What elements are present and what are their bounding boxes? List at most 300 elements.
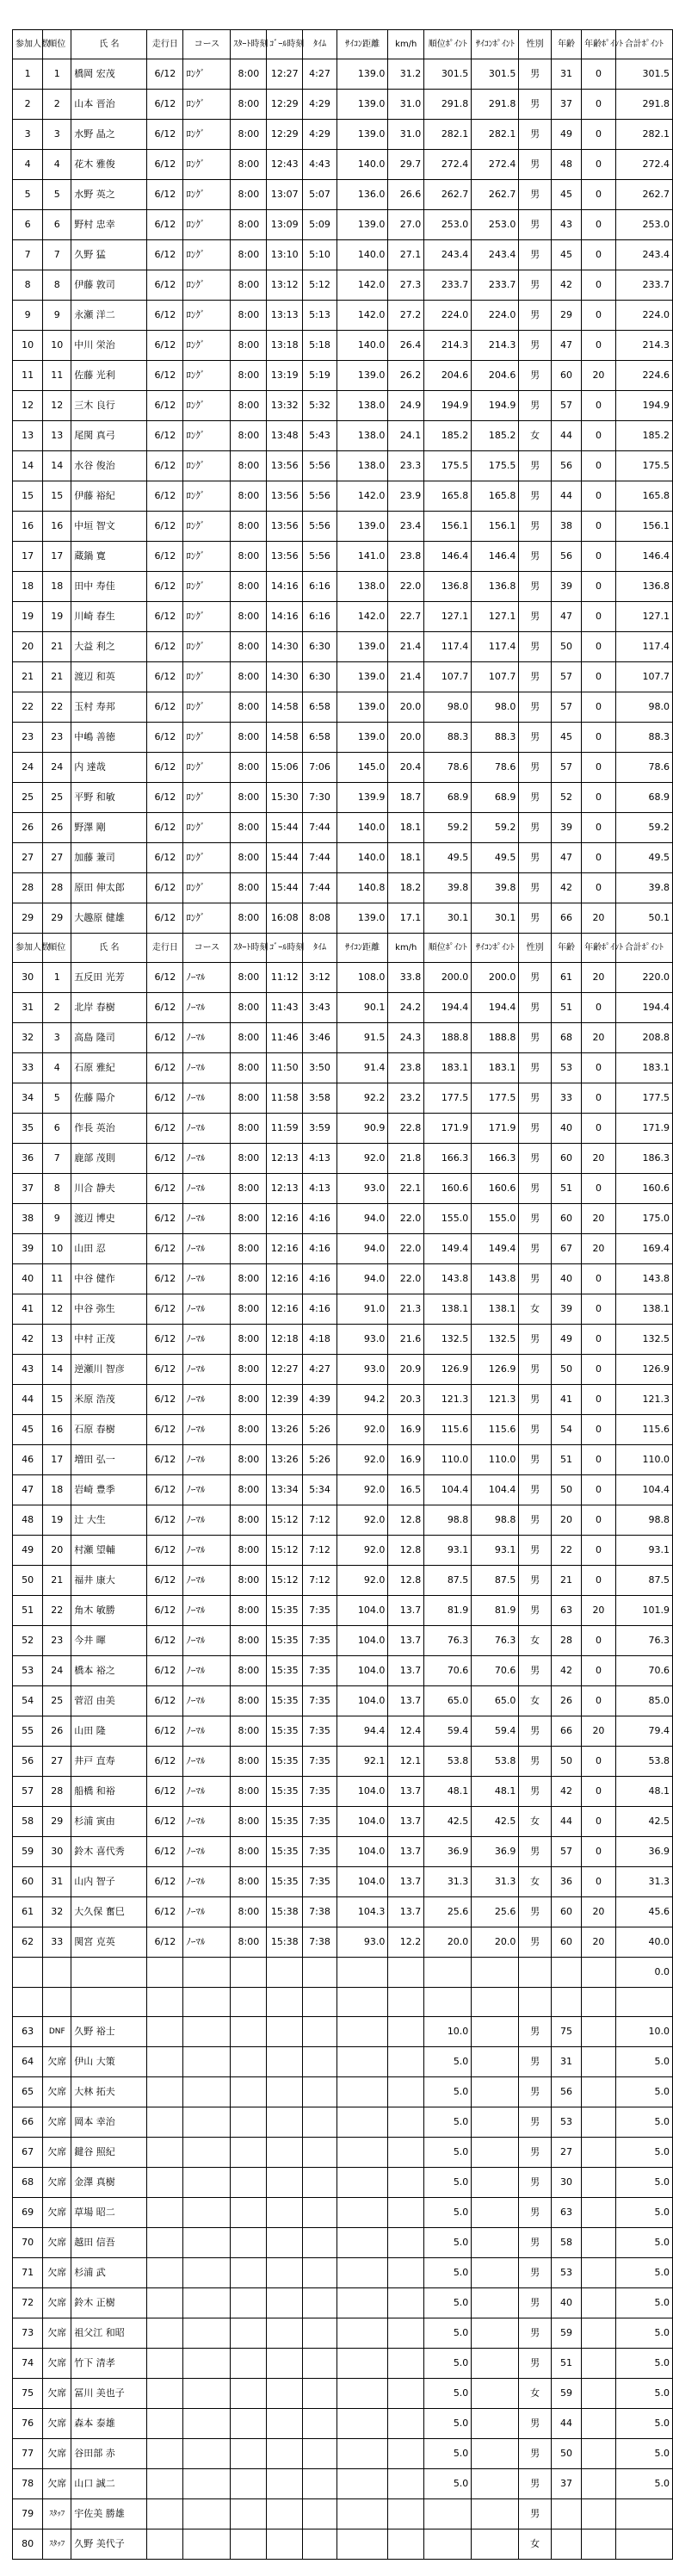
cell-name: 久野 裕士: [71, 2017, 147, 2047]
cell-total-points: 282.1: [615, 120, 672, 150]
cell-name: 蔵鍋 寛: [71, 542, 147, 572]
cell-gender: 男: [519, 723, 551, 753]
normal-course-rows: [13, 963, 673, 1958]
cell-distance: 104.0: [336, 1867, 388, 1897]
cell-total-points: 5.0: [615, 2228, 672, 2258]
cell-distance: 104.0: [336, 1837, 388, 1867]
cell-goal-time: 11:50: [267, 1053, 303, 1083]
cell-name: 渡辺 博史: [71, 1204, 147, 1234]
cell-distance: 91.5: [336, 1023, 388, 1053]
cell-entry-no: 53: [13, 1656, 43, 1686]
cell-rank-points: 98.0: [424, 692, 472, 723]
cell-course: ﾛﾝｸﾞ: [183, 903, 231, 934]
cell-start-time: 8:00: [231, 1204, 267, 1234]
cell-age: 50: [551, 1475, 581, 1505]
cell-time: 7:35: [303, 1777, 337, 1807]
table-row: [13, 993, 673, 1023]
cell-entry-no: 39: [13, 1234, 43, 1264]
cell-cycle-points: 301.5: [472, 59, 519, 90]
cell-goal-time: [267, 2077, 303, 2107]
cell-entry-no: 40: [13, 1264, 43, 1294]
table-row: [13, 1656, 673, 1686]
cell-speed: 21.4: [388, 632, 424, 662]
cell-date: 6/12: [147, 1596, 183, 1626]
cell-name: 福井 康大: [71, 1566, 147, 1596]
cell-rank: 28: [43, 873, 71, 903]
cell-start-time: [231, 2529, 267, 2560]
cell-gender: 男: [519, 2107, 551, 2138]
cell-start-time: 8:00: [231, 391, 267, 421]
cell-age: 40: [551, 1114, 581, 1144]
cell-cycle-points: 214.3: [472, 331, 519, 361]
cell-goal-time: 16:08: [267, 903, 303, 934]
cell-goal-time: 13:09: [267, 210, 303, 240]
cell-start-time: 8:00: [231, 1264, 267, 1294]
cell-speed: 20.3: [388, 1385, 424, 1415]
cell-time: 4:29: [303, 90, 337, 120]
cell-speed: 13.7: [388, 1837, 424, 1867]
cell-gender: 男: [519, 1234, 551, 1264]
cell-distance: 92.0: [336, 1415, 388, 1445]
table-row: [13, 120, 673, 150]
cell-rank-points: 42.5: [424, 1807, 472, 1837]
cell-entry-no: 3: [13, 120, 43, 150]
cell-date: 6/12: [147, 542, 183, 572]
cell-age-points: [582, 2318, 616, 2349]
cell-distance: 138.0: [336, 391, 388, 421]
cell-distance: 94.0: [336, 1264, 388, 1294]
cell-name: 森本 泰雄: [71, 2409, 147, 2439]
cell-start-time: 8:00: [231, 90, 267, 120]
cell-cycle-points: 53.8: [472, 1747, 519, 1777]
cell-cycle-points: 132.5: [472, 1325, 519, 1355]
cell-total-points: 301.5: [615, 59, 672, 90]
cell-total-points: 31.3: [615, 1867, 672, 1897]
cell-entry-no: 32: [13, 1023, 43, 1053]
blank-total: 0.0: [615, 1958, 672, 1988]
cell-goal-time: 13:56: [267, 451, 303, 481]
cell-age: 47: [551, 602, 581, 632]
cell-age-points: [582, 2138, 616, 2168]
cell-rank-points: 143.8: [424, 1264, 472, 1294]
cell-rank-points: 138.1: [424, 1294, 472, 1325]
cell-distance: 140.0: [336, 240, 388, 270]
cell-gender: 男: [519, 1596, 551, 1626]
cell-distance: 142.0: [336, 602, 388, 632]
cell-age-points: [582, 2379, 616, 2409]
cell-gender: 男: [519, 2469, 551, 2499]
cell-date: 6/12: [147, 1777, 183, 1807]
cell-speed: [388, 2288, 424, 2318]
table-row: [13, 572, 673, 602]
cell-rank: 欠席: [43, 2198, 71, 2228]
cell-distance: 93.0: [336, 1355, 388, 1385]
cell-entry-no: 64: [13, 2047, 43, 2077]
cell-time: 3:50: [303, 1053, 337, 1083]
cell-entry-no: 67: [13, 2138, 43, 2168]
cell-gender: 男: [519, 662, 551, 692]
cell-course: [183, 2077, 231, 2107]
cell-distance: 140.0: [336, 843, 388, 873]
cell-rank: 7: [43, 1144, 71, 1174]
cell-gender: 男: [519, 2349, 551, 2379]
cell-rank: 21: [43, 662, 71, 692]
cell-course: [183, 2228, 231, 2258]
cell-cycle-points: [472, 2318, 519, 2349]
cell-rank: 23: [43, 723, 71, 753]
cell-goal-time: [267, 2228, 303, 2258]
cell-course: ﾉｰﾏﾙ: [183, 993, 231, 1023]
cell-distance: 139.0: [336, 903, 388, 934]
cell-rank-points: 81.9: [424, 1596, 472, 1626]
cell-rank: 欠席: [43, 2469, 71, 2499]
cell-speed: 21.3: [388, 1294, 424, 1325]
cell-start-time: [231, 2198, 267, 2228]
cell-entry-no: 22: [13, 692, 43, 723]
cell-goal-time: 15:35: [267, 1686, 303, 1716]
cell-total-points: 146.4: [615, 542, 672, 572]
cell-time: 5:18: [303, 331, 337, 361]
cell-course: ﾉｰﾏﾙ: [183, 1204, 231, 1234]
cell-age: 60: [551, 361, 581, 391]
cell-start-time: 8:00: [231, 843, 267, 873]
table-row: [13, 2439, 673, 2469]
cell-gender: 男: [519, 2318, 551, 2349]
cell-age-points: 0: [582, 391, 616, 421]
cell-total-points: 49.5: [615, 843, 672, 873]
cell-age-points: [582, 2228, 616, 2258]
header-total-points: 合計ﾎﾟｲﾝﾄ: [615, 30, 672, 59]
cell-speed: 12.4: [388, 1716, 424, 1747]
cell-speed: 22.0: [388, 1204, 424, 1234]
cell-rank-points: 165.8: [424, 481, 472, 512]
cell-date: 6/12: [147, 1053, 183, 1083]
cell-age-points: 0: [582, 1656, 616, 1686]
cell-age-points: 0: [582, 1475, 616, 1505]
cell-rank: 欠席: [43, 2439, 71, 2469]
cell-date: 6/12: [147, 813, 183, 843]
cell-distance: 92.0: [336, 1505, 388, 1536]
cell-age: 43: [551, 210, 581, 240]
cell-gender: 男: [519, 2499, 551, 2529]
cell-entry-no: 56: [13, 1747, 43, 1777]
cell-rank: 12: [43, 1294, 71, 1325]
table-row: [13, 481, 673, 512]
cell-entry-no: 55: [13, 1716, 43, 1747]
cell-rank: ｽﾀｯﾌ: [43, 2529, 71, 2560]
cell-cycle-points: 88.3: [472, 723, 519, 753]
cell-rank-points: 262.7: [424, 180, 472, 210]
cell-name: 水野 晶之: [71, 120, 147, 150]
cell-date: 6/12: [147, 572, 183, 602]
cell-name: 久野 美代子: [71, 2529, 147, 2560]
cell-cycle-points: 81.9: [472, 1596, 519, 1626]
cell-rank: 8: [43, 1174, 71, 1204]
cell-date: 6/12: [147, 1807, 183, 1837]
cell-age: 52: [551, 783, 581, 813]
cell-entry-no: 18: [13, 572, 43, 602]
table-row: [13, 1385, 673, 1415]
cell-date: 6/12: [147, 753, 183, 783]
cell-age-points: 0: [582, 331, 616, 361]
cell-distance: 139.0: [336, 632, 388, 662]
cell-date: [147, 2077, 183, 2107]
cell-date: 6/12: [147, 993, 183, 1023]
cell-total-points: 98.0: [615, 692, 672, 723]
cell-age: 48: [551, 150, 581, 180]
cell-rank-points: 78.6: [424, 753, 472, 783]
table-row: [13, 451, 673, 481]
cell-goal-time: 13:56: [267, 481, 303, 512]
cell-gender: 男: [519, 1053, 551, 1083]
cell-rank: 25: [43, 1686, 71, 1716]
cell-time: 5:07: [303, 180, 337, 210]
cell-gender: 女: [519, 2529, 551, 2560]
cell-age: [551, 2529, 581, 2560]
cell-start-time: 8:00: [231, 1566, 267, 1596]
cell-course: [183, 2107, 231, 2138]
cell-rank-points: 175.5: [424, 451, 472, 481]
cell-total-points: 253.0: [615, 210, 672, 240]
cell-time: 3:58: [303, 1083, 337, 1114]
cell-course: ﾛﾝｸﾞ: [183, 542, 231, 572]
cell-course: ﾉｰﾏﾙ: [183, 1053, 231, 1083]
cell-gender: 男: [519, 1144, 551, 1174]
cell-course: ﾛﾝｸﾞ: [183, 662, 231, 692]
cell-distance: 93.0: [336, 1927, 388, 1958]
cell-goal-time: 12:29: [267, 120, 303, 150]
cell-age-points: 0: [582, 1325, 616, 1355]
cell-total-points: 5.0: [615, 2168, 672, 2198]
cell-cycle-points: [472, 2349, 519, 2379]
cell-rank: 14: [43, 1355, 71, 1385]
cell-rank: 27: [43, 843, 71, 873]
cell-rank-points: 5.0: [424, 2258, 472, 2288]
table-row: [13, 270, 673, 301]
table-row: [13, 210, 673, 240]
cell-time: 5:09: [303, 210, 337, 240]
cell-rank-points: 20.0: [424, 1927, 472, 1958]
long-course-rows: [13, 59, 673, 934]
table-row: [13, 2107, 673, 2138]
cell-rank: 18: [43, 1475, 71, 1505]
cell-entry-no: 73: [13, 2318, 43, 2349]
cell-age: 56: [551, 2077, 581, 2107]
cell-age: 44: [551, 421, 581, 451]
cell-goal-time: 13:56: [267, 542, 303, 572]
table-row: [13, 662, 673, 692]
cell-rank-points: 76.3: [424, 1626, 472, 1656]
cell-total-points: 224.0: [615, 301, 672, 331]
cell-age-points: [582, 2047, 616, 2077]
cell-speed: 22.7: [388, 602, 424, 632]
cell-gender: 男: [519, 1536, 551, 1566]
cell-total-points: 214.3: [615, 331, 672, 361]
cell-total-points: [615, 2499, 672, 2529]
cell-age: 39: [551, 572, 581, 602]
cell-age: 37: [551, 90, 581, 120]
cell-gender: 男: [519, 963, 551, 993]
cell-cycle-points: 59.4: [472, 1716, 519, 1747]
cell-date: 6/12: [147, 59, 183, 90]
cell-cycle-points: 93.1: [472, 1536, 519, 1566]
cell-total-points: 194.4: [615, 993, 672, 1023]
cell-time: 8:08: [303, 903, 337, 934]
cell-entry-no: 19: [13, 602, 43, 632]
cell-cycle-points: 183.1: [472, 1053, 519, 1083]
cell-time: [303, 2168, 337, 2198]
cell-date: 6/12: [147, 632, 183, 662]
cell-date: 6/12: [147, 873, 183, 903]
cell-course: ﾛﾝｸﾞ: [183, 90, 231, 120]
cell-entry-no: 7: [13, 240, 43, 270]
cell-time: 3:46: [303, 1023, 337, 1053]
cell-rank-points: 185.2: [424, 421, 472, 451]
cell-rank-points: 155.0: [424, 1204, 472, 1234]
cell-name: 田中 寿佳: [71, 572, 147, 602]
cell-rank-points: 224.0: [424, 301, 472, 331]
cell-rank-points: 5.0: [424, 2168, 472, 2198]
cell-start-time: [231, 2439, 267, 2469]
cell-speed: [388, 2469, 424, 2499]
cell-start-time: 8:00: [231, 361, 267, 391]
cell-course: [183, 2047, 231, 2077]
cell-date: 6/12: [147, 1656, 183, 1686]
cell-total-points: 98.8: [615, 1505, 672, 1536]
cell-age-points: 0: [582, 1837, 616, 1867]
cell-distance: 92.2: [336, 1083, 388, 1114]
cell-course: ﾉｰﾏﾙ: [183, 1837, 231, 1867]
table-row: [13, 391, 673, 421]
cell-age-points: 0: [582, 1626, 616, 1656]
cell-cycle-points: 68.9: [472, 783, 519, 813]
cell-course: ﾛﾝｸﾞ: [183, 481, 231, 512]
cell-date: 6/12: [147, 783, 183, 813]
cell-name: 中谷 弥生: [71, 1294, 147, 1325]
cell-rank: 15: [43, 1385, 71, 1415]
cell-total-points: 5.0: [615, 2318, 672, 2349]
cell-goal-time: 15:44: [267, 813, 303, 843]
cell-time: 5:56: [303, 451, 337, 481]
header-age: 年齢: [551, 934, 581, 963]
cell-time: [303, 2138, 337, 2168]
cell-gender: 女: [519, 1294, 551, 1325]
cell-date: 6/12: [147, 1445, 183, 1475]
cell-rank: 欠席: [43, 2349, 71, 2379]
cell-rank-points: 5.0: [424, 2318, 472, 2349]
cell-date: 6/12: [147, 1144, 183, 1174]
cell-cycle-points: 194.9: [472, 391, 519, 421]
cell-gender: 男: [519, 843, 551, 873]
cell-goal-time: 15:38: [267, 1927, 303, 1958]
cell-speed: 20.0: [388, 692, 424, 723]
cell-goal-time: 15:12: [267, 1505, 303, 1536]
cell-date: 6/12: [147, 1385, 183, 1415]
cell-date: 6/12: [147, 301, 183, 331]
cell-distance: 104.3: [336, 1897, 388, 1927]
cell-start-time: 8:00: [231, 180, 267, 210]
cell-name: 高島 隆司: [71, 1023, 147, 1053]
cell-course: ﾛﾝｸﾞ: [183, 361, 231, 391]
cell-cycle-points: [472, 2409, 519, 2439]
cell-entry-no: 37: [13, 1174, 43, 1204]
cell-speed: 12.8: [388, 1536, 424, 1566]
cell-age-points: 0: [582, 1355, 616, 1385]
cell-name: 中村 正茂: [71, 1325, 147, 1355]
cell-time: 6:30: [303, 662, 337, 692]
cell-date: 6/12: [147, 1325, 183, 1355]
cell-name: 越田 信吾: [71, 2228, 147, 2258]
cell-date: 6/12: [147, 692, 183, 723]
cell-start-time: 8:00: [231, 1023, 267, 1053]
cell-cycle-points: 78.6: [472, 753, 519, 783]
cell-speed: [388, 2529, 424, 2560]
cell-rank-points: 5.0: [424, 2047, 472, 2077]
cell-entry-no: 13: [13, 421, 43, 451]
cell-gender: 男: [519, 1656, 551, 1686]
cell-name: 北岸 春樹: [71, 993, 147, 1023]
cell-time: 7:35: [303, 1656, 337, 1686]
cell-entry-no: 42: [13, 1325, 43, 1355]
cell-course: ﾛﾝｸﾞ: [183, 421, 231, 451]
cell-age: 54: [551, 1415, 581, 1445]
cell-entry-no: 38: [13, 1204, 43, 1234]
cell-entry-no: 34: [13, 1083, 43, 1114]
cell-course: ﾛﾝｸﾞ: [183, 813, 231, 843]
cell-rank: 18: [43, 572, 71, 602]
cell-time: [303, 2107, 337, 2138]
cell-rank-points: 132.5: [424, 1325, 472, 1355]
cell-time: 6:58: [303, 692, 337, 723]
cell-name: 水谷 俊治: [71, 451, 147, 481]
cell-goal-time: 13:34: [267, 1475, 303, 1505]
cell-goal-time: 13:32: [267, 391, 303, 421]
cell-goal-time: 14:58: [267, 723, 303, 753]
cell-name: 今井 暉: [71, 1626, 147, 1656]
cell-start-time: [231, 2379, 267, 2409]
cell-time: 4:43: [303, 150, 337, 180]
cell-speed: [388, 2379, 424, 2409]
cell-course: ﾛﾝｸﾞ: [183, 572, 231, 602]
cell-rank-points: 177.5: [424, 1083, 472, 1114]
cell-name: 五反田 光芳: [71, 963, 147, 993]
cell-age: 40: [551, 2288, 581, 2318]
header-name: 氏 名: [71, 30, 147, 59]
table-row: [13, 2198, 673, 2228]
cell-speed: 13.7: [388, 1807, 424, 1837]
cell-time: 7:12: [303, 1505, 337, 1536]
cell-time: 7:38: [303, 1927, 337, 1958]
cell-cycle-points: [472, 2439, 519, 2469]
cell-start-time: 8:00: [231, 1355, 267, 1385]
table-row: [13, 723, 673, 753]
cell-rank-points: 49.5: [424, 843, 472, 873]
cell-speed: 26.6: [388, 180, 424, 210]
cell-age: 21: [551, 1566, 581, 1596]
cell-name: 井戸 直寿: [71, 1747, 147, 1777]
cell-start-time: 8:00: [231, 1294, 267, 1325]
cell-time: [303, 2499, 337, 2529]
cell-course: ﾉｰﾏﾙ: [183, 1023, 231, 1053]
cell-entry-no: 25: [13, 783, 43, 813]
cell-cycle-points: 110.0: [472, 1445, 519, 1475]
cell-entry-no: 50: [13, 1566, 43, 1596]
table-row: [13, 1264, 673, 1294]
cell-rank: 15: [43, 481, 71, 512]
cell-cycle-points: 126.9: [472, 1355, 519, 1385]
cell-entry-no: 74: [13, 2349, 43, 2379]
cell-total-points: 39.8: [615, 873, 672, 903]
